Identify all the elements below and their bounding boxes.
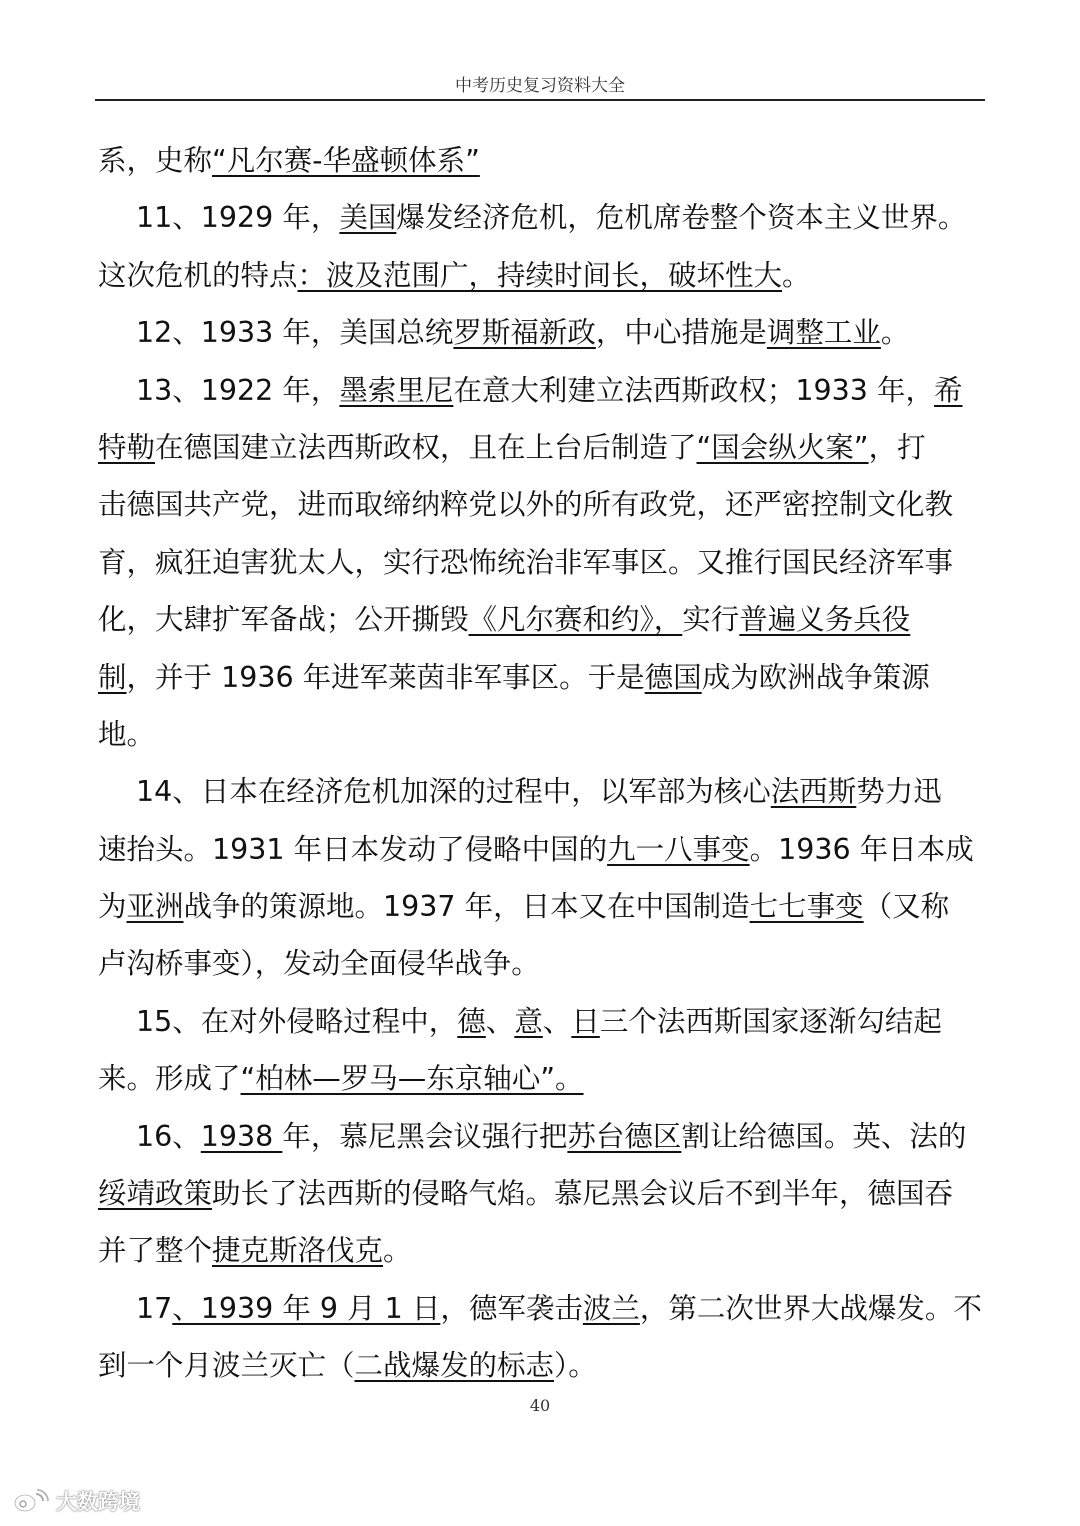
text-segment: 系，史称 bbox=[98, 144, 213, 177]
text-segment: ，打 bbox=[868, 430, 926, 464]
text-line bbox=[98, 476, 978, 533]
document-body bbox=[98, 132, 982, 1395]
text-segment: 击德国共产党，进而取缔纳粹党以外的所有政党，还严密控制文化教 bbox=[98, 488, 954, 522]
text-segment: 。 bbox=[880, 316, 910, 350]
text-segment: 战争的策源地。1937 年，日本又在中国制造 bbox=[183, 890, 750, 924]
text-segment: 卢沟桥事变），发动全面侵华战争。 bbox=[98, 947, 540, 981]
text-segment: 助长了法西斯的侵略气焰。慕尼黑会议后不到半年，德国吞 bbox=[212, 1177, 954, 1211]
text-segment: 16、 bbox=[136, 1119, 201, 1153]
text-segment: ，第二次世界大战爆发。不 bbox=[639, 1291, 982, 1325]
page-number: 40 bbox=[529, 1396, 551, 1415]
text-line bbox=[98, 763, 978, 820]
text-line bbox=[98, 935, 978, 992]
underlined-key-term: 罗斯福新政 bbox=[453, 316, 596, 350]
text-segment: （又称 bbox=[863, 890, 950, 924]
text-segment: 割让给德国。英、法的 bbox=[681, 1119, 967, 1153]
underlined-key-term: 二战爆发的标志 bbox=[354, 1349, 555, 1383]
underlined-key-term: 德国 bbox=[644, 660, 702, 694]
text-segment: 育，疯狂迫害犹太人，实行恐怖统治非军事区。又推行国民经济军事 bbox=[98, 545, 954, 579]
text-segment: 成为欧洲战争策源 bbox=[701, 660, 930, 694]
text-line bbox=[98, 247, 978, 304]
text-segment: 。1936 年日本成 bbox=[749, 832, 974, 866]
text-segment: 17 bbox=[136, 1291, 173, 1325]
weibo-logo-icon bbox=[12, 1488, 52, 1514]
text-segment: 到一个月波兰灭亡（ bbox=[98, 1349, 355, 1383]
underlined-key-term: 七七事变 bbox=[749, 890, 864, 924]
text-line bbox=[98, 1165, 978, 1222]
text-segment: 实行 bbox=[682, 603, 740, 637]
text-segment: 地。 bbox=[98, 717, 156, 751]
underlined-key-term: 捷克斯洛伐克 bbox=[212, 1234, 384, 1268]
text-segment: ）。 bbox=[554, 1349, 597, 1383]
text-segment: ，德军袭击 bbox=[440, 1291, 583, 1325]
underlined-key-term: 1938 bbox=[200, 1119, 283, 1153]
underlined-key-term: “国会纵火案” bbox=[696, 430, 869, 464]
text-segment: ，并于 1936 年进军莱茵非军事区。于是 bbox=[126, 660, 645, 694]
underlined-key-term: 《凡尔赛和约》， bbox=[468, 603, 683, 637]
text-line bbox=[98, 649, 978, 706]
underlined-key-term: 日 bbox=[571, 1004, 600, 1038]
text-line bbox=[98, 1108, 978, 1165]
text-line bbox=[98, 362, 978, 419]
text-segment: 来。形成了 bbox=[98, 1062, 241, 1096]
text-segment: 为 bbox=[98, 890, 127, 924]
text-segment: 。 bbox=[383, 1234, 412, 1268]
text-line bbox=[98, 993, 978, 1050]
text-line bbox=[98, 189, 978, 246]
underlined-key-term: 意 bbox=[514, 1004, 543, 1038]
text-segment: 这次危机的特点 bbox=[98, 258, 298, 292]
text-segment: 12、1933 年，美国总统 bbox=[136, 316, 454, 350]
text-line bbox=[98, 1222, 978, 1279]
text-line bbox=[98, 1337, 978, 1394]
text-segment: 三个法西斯国家逐渐勾结起 bbox=[599, 1004, 942, 1038]
text-segment: 11、1929 年， bbox=[136, 201, 340, 235]
text-line bbox=[98, 878, 978, 935]
text-line bbox=[98, 821, 978, 878]
text-segment: 。 bbox=[782, 258, 811, 292]
text-line bbox=[98, 1050, 978, 1107]
underlined-key-term: 波兰 bbox=[582, 1291, 640, 1325]
underlined-key-term: 法西斯 bbox=[770, 775, 857, 809]
underlined-key-term: ：波及范围广，持续时间长，破坏性大 bbox=[297, 258, 783, 292]
underlined-key-term: 制 bbox=[98, 660, 127, 694]
text-line bbox=[98, 1280, 982, 1337]
text-segment: 在意大利建立法西斯政权；1933 年， bbox=[453, 373, 934, 407]
text-segment: 在德国建立法西斯政权，且在上台后制造了 bbox=[155, 430, 697, 464]
underlined-key-term: 九一八事变 bbox=[607, 832, 750, 866]
underlined-key-term: 、1939 年 9 月 1 日 bbox=[172, 1291, 441, 1325]
watermark bbox=[12, 1484, 140, 1518]
underlined-key-term: 调整工业 bbox=[766, 316, 881, 350]
text-line bbox=[98, 706, 978, 763]
text-segment: 、 bbox=[542, 1004, 572, 1038]
underlined-key-term: 墨索里尼 bbox=[339, 373, 454, 407]
text-line bbox=[98, 591, 978, 648]
text-segment: 、 bbox=[485, 1004, 515, 1038]
text-segment: 13、1922 年， bbox=[136, 373, 340, 407]
text-segment: 势力迅 bbox=[856, 775, 942, 809]
underlined-key-term: 希 bbox=[933, 373, 963, 407]
underlined-key-term: 亚洲 bbox=[126, 890, 184, 924]
text-segment: 年，慕尼黑会议强行把 bbox=[282, 1119, 568, 1153]
text-line bbox=[98, 419, 978, 476]
text-line bbox=[98, 534, 978, 591]
text-line bbox=[98, 132, 978, 189]
underlined-key-term: 特勒 bbox=[98, 430, 156, 464]
underlined-key-term: 绥靖政策 bbox=[98, 1177, 213, 1211]
text-segment: ，中心措施是 bbox=[595, 316, 767, 350]
text-segment: 爆发经济危机，危机席卷整个资本主义世界。 bbox=[396, 201, 967, 235]
text-line bbox=[98, 304, 978, 361]
text-segment: 15、在对外侵略过程中， bbox=[136, 1004, 458, 1038]
underlined-key-term: “柏林—罗马—东京轴心”。 bbox=[240, 1062, 584, 1096]
text-segment: 化，大肆扩军备战；公开撕毁 bbox=[98, 603, 469, 637]
watermark-text: 大数跨境 bbox=[56, 1490, 140, 1514]
underlined-key-term: “凡尔赛-华盛顿体系” bbox=[212, 144, 480, 177]
page-header-title: 中考历史复习资料大全 bbox=[455, 76, 625, 96]
text-segment: 14、日本在经济危机加深的过程中，以军部为核心 bbox=[136, 775, 771, 809]
underlined-key-term: 苏台德区 bbox=[567, 1119, 682, 1153]
text-segment: 速抬头。1931 年日本发动了侵略中国的 bbox=[98, 832, 608, 866]
underlined-key-term: 德 bbox=[457, 1004, 486, 1038]
underlined-key-term: 普遍义务兵役 bbox=[739, 603, 911, 637]
text-segment: 并了整个 bbox=[98, 1234, 213, 1268]
underlined-key-term: 美国 bbox=[339, 201, 397, 235]
header-divider bbox=[95, 99, 985, 101]
